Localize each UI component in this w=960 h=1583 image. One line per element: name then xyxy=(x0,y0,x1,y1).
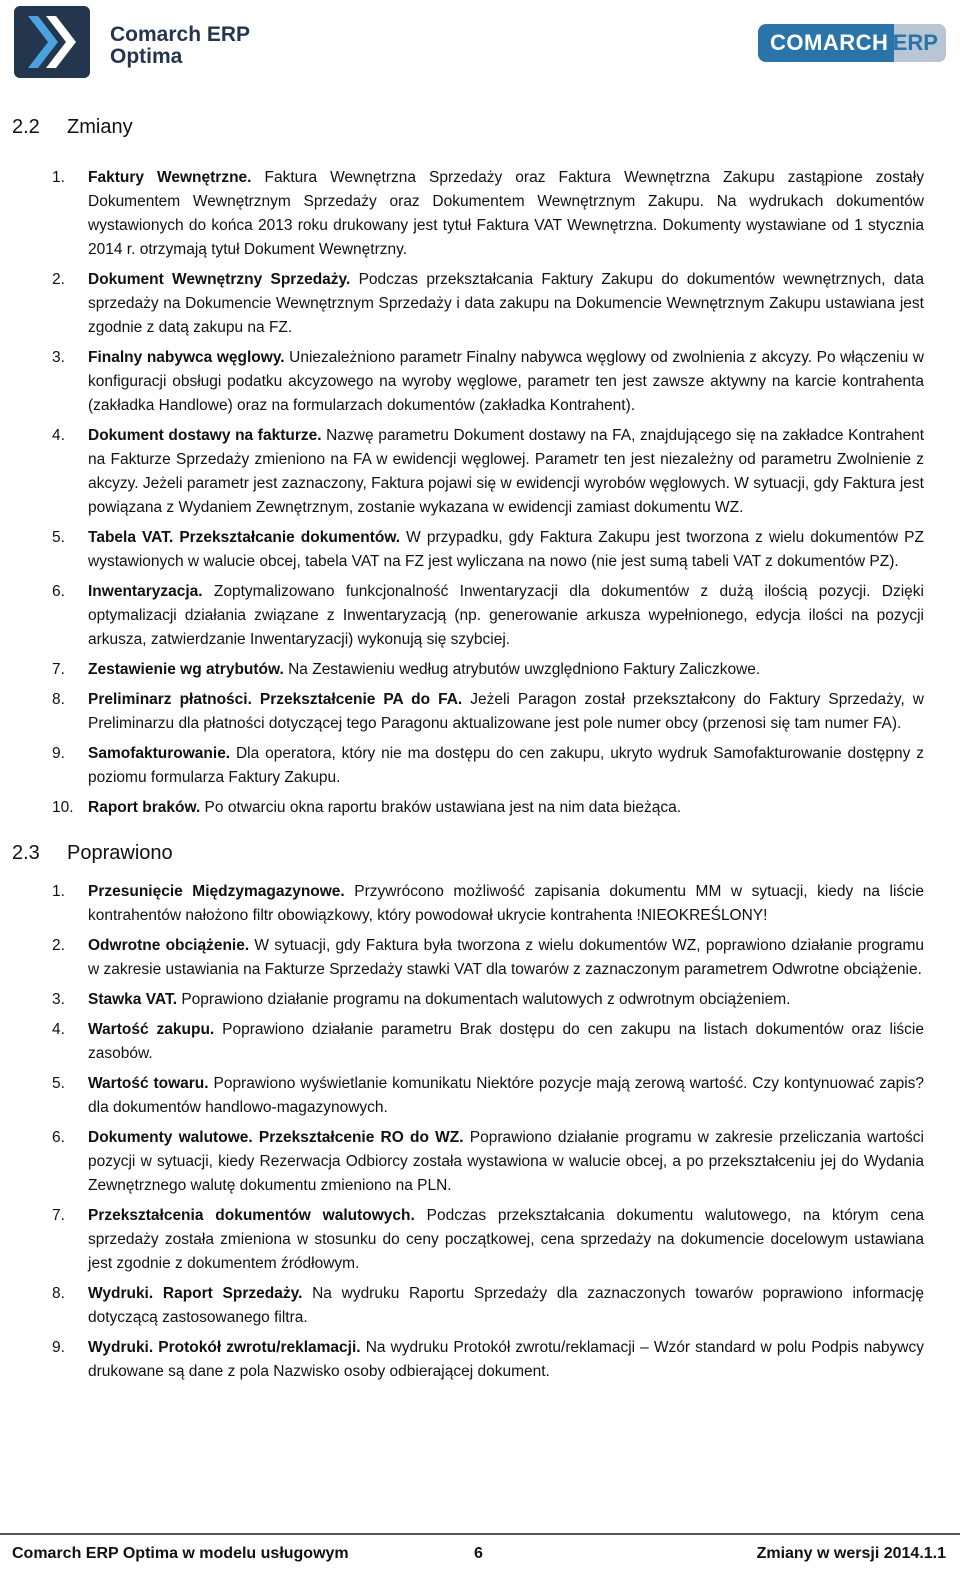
logo-brand-line1: Comarch ERP xyxy=(110,23,251,46)
list-item xyxy=(12,424,924,520)
logo-word: COMARCH xyxy=(770,30,889,55)
item-number: 10. xyxy=(52,799,74,816)
item-text: Poprawiono działanie programu w zakresie przeliczania wartości pozycji w sytuacji, kiedy Rezerwacja Odbiorcy została wystawiona w walucie obcej, a po przekształceniu jej do Wydania Zewnętrznego walutę dokumentu zmieniono na PLN. xyxy=(88,1129,925,1194)
item-number: 8. xyxy=(52,1285,65,1302)
item-text: Faktura Wewnętrzna Sprzedaży oraz Faktura Wewnętrzna Zakupu zastąpione zostały Dokumentem Wewnętrznym Sprzedaży oraz Dokumentem Wewnętrznym Zakupu. Na wydrukach dokumentów wystawionych do końca 2013 roku drukowany jest tytuł Faktura VAT Wewnętrzna. Dokumenty wystawiane od 1 stycznia 2014 r. otrzymają tytuł Dokument Wewnętrzny. xyxy=(88,169,924,258)
logo-brand-line2: Optima xyxy=(110,45,183,68)
item-number: 6. xyxy=(52,1129,65,1146)
list-item xyxy=(12,934,924,982)
item-title: Finalny nabywca węglowy. xyxy=(88,349,285,366)
item-text: Podczas przekształcania dokumentu walutowego, na którym cena sprzedaży została zmieniona w stosunku do ceny początkowej, cena sprzedaży na dokumencie docelowym ustawiana jest zgodnie z dokumentem źródłowym. xyxy=(88,1207,924,1272)
section-heading-changes xyxy=(12,108,924,146)
item-number: 7. xyxy=(52,1207,65,1224)
item-title: Inwentaryzacja. xyxy=(88,583,203,600)
item-number: 1. xyxy=(52,169,65,186)
changes-list xyxy=(12,166,924,820)
item-text: Podczas przekształcania Faktury Zakupu do dokumentów wewnętrznych, data sprzedaży na Dokumencie Wewnętrznym Sprzedaży i data zakupu na Dokumencie Wewnętrznym Zakupu ustawiana jest zgodnie z datą zakupu na FZ. xyxy=(88,271,924,336)
item-number: 4. xyxy=(52,1021,65,1038)
list-item xyxy=(12,742,924,790)
item-text: Przywrócono możliwość zapisania dokumentu MM w sytuacji, kiedy na liście kontrahentów nałożono filtr obowiązkowy, który powodował ukrycie kontrahenta !NIEOKREŚLONY! xyxy=(88,883,924,924)
item-number: 5. xyxy=(52,1075,65,1092)
item-title: Dokument Wewnętrzny Sprzedaży. xyxy=(88,271,351,288)
item-number: 9. xyxy=(52,745,65,762)
item-text: Poprawiono wyświetlanie komunikatu Niektóre pozycje mają zerową wartość. Czy kontynuować zapis? dla dokumentów handlowo-magazynowych. xyxy=(88,1075,925,1116)
list-item xyxy=(12,346,924,418)
item-title: Wartość zakupu. xyxy=(88,1021,215,1038)
item-text: Na wydruku Raportu Sprzedaży dla zaznaczonych towarów poprawiono informację dotyczącą zastosowanego filtra. xyxy=(88,1285,924,1326)
item-number: 7. xyxy=(52,661,65,678)
item-number: 9. xyxy=(52,1339,65,1356)
list-item xyxy=(12,1072,924,1120)
footer-title: Comarch ERP Optima w modelu usługowym xyxy=(12,1545,349,1562)
item-text: Dla operatora, który nie ma dostępu do cen zakupu, ukryto wydruk Samofakturowanie dostępny z poziomu formularza Faktury Zakupu. xyxy=(88,745,924,786)
item-title: Dokumenty walutowe. Przekształcenie RO do WZ. xyxy=(88,1129,464,1146)
item-number: 3. xyxy=(52,991,65,1008)
list-item xyxy=(12,1018,924,1066)
item-number: 8. xyxy=(52,691,65,708)
list-item xyxy=(12,1204,924,1276)
item-number: 6. xyxy=(52,583,65,600)
item-title: Zestawienie wg atrybutów. xyxy=(88,661,284,678)
item-text: W sytuacji, gdy Faktura była tworzona z wielu dokumentów WZ, poprawiono działanie programu w zakresie ustawiania na Fakturze Sprzedaży stawki VAT dla towarów z zaznaczonym parametrem Odwrotne obciążenie. xyxy=(88,937,924,978)
item-text: Zoptymalizowano funkcjonalność Inwentaryzacji dla dokumentów z dużą ilością pozycji. Dzięki optymalizacji działania związane z Inwentaryzacją (np. generowanie arkusza wypełnionego, edycja ilości na pozycji arkusza, zatwierdzanie Inwentaryzacji) wykonują się szybciej. xyxy=(88,583,924,648)
list-item xyxy=(12,580,924,652)
list-item xyxy=(12,1336,924,1384)
fixed-list xyxy=(12,880,924,1384)
section-number: 2.3 xyxy=(12,842,40,864)
list-item xyxy=(12,796,924,820)
item-title: Wartość towaru. xyxy=(88,1075,209,1092)
item-title: Raport braków. xyxy=(88,799,201,816)
item-text: Nazwę parametru Dokument dostawy na FA, znajdującego się na zakładce Kontrahent na Fakturze Sprzedaży zmieniono na FA w ewidencji węglowej. Parametr ten jest niezależny od parametru Zwolnienie z akcyzy. Jeżeli parametr jest zaznaczony, Faktura pojawi się w ewidencji wyrobów węglowych. W sytuacji, gdy Faktura jest powiązana z Wydaniem Zewnętrznym, zostanie wykazana w ewidencji zamiast dokumentu WZ. xyxy=(88,427,925,516)
list-item xyxy=(12,880,924,928)
item-title: Odwrotne obciążenie. xyxy=(88,937,250,954)
section-title: Zmiany xyxy=(67,116,133,138)
list-item xyxy=(12,988,924,1012)
page-header xyxy=(0,0,960,95)
item-text: Po otwarciu okna raportu braków ustawiana jest na nim data bieżąca. xyxy=(200,799,682,816)
item-number: 1. xyxy=(52,883,65,900)
section-title: Poprawiono xyxy=(67,842,173,864)
logo-text xyxy=(110,24,250,68)
item-title: Przekształcenia dokumentów walutowych. xyxy=(88,1207,415,1224)
list-item xyxy=(12,526,924,574)
logo-erp-text: ERP xyxy=(892,30,938,55)
item-number: 4. xyxy=(52,427,65,444)
list-item xyxy=(12,688,924,736)
item-title: Tabela VAT. Przekształcanie dokumentów. xyxy=(88,529,401,546)
item-number: 2. xyxy=(52,937,65,954)
item-title: Przesunięcie Międzymagazynowe. xyxy=(88,883,345,900)
item-number: 2. xyxy=(52,271,65,288)
footer-version: Zmiany w wersji 2014.1.1 xyxy=(756,1545,946,1562)
page-number: 6 xyxy=(474,1545,483,1562)
item-text: Uniezależniono parametr Finalny nabywca węglowy od zwolnienia z akcyzy. Po włączeniu w konfiguracji obsługi podatku akcyzowego na wyroby węglowe, parametr ten jest zawsze aktywny na karcie kontrahenta (zakładka Handlowe) oraz na formularzach dokumentów (zakładka Kontrahent). xyxy=(88,349,924,414)
item-number: 3. xyxy=(52,349,65,366)
item-text: Na Zestawieniu według atrybutów uwzględniono Faktury Zaliczkowe. xyxy=(283,661,761,678)
item-title: Dokument dostawy na fakturze. xyxy=(88,427,322,444)
item-text: Na wydruku Protokół zwrotu/reklamacji – Wzór standard w polu Podpis nabywcy drukowane są dane z pola Nazwisko osoby odbierającej dokument. xyxy=(88,1339,924,1380)
list-item xyxy=(12,166,924,262)
item-number: 5. xyxy=(52,529,65,546)
item-title: Preliminarz płatności. Przekształcenie PA do FA. xyxy=(88,691,463,708)
comarch-erp-optima-logo xyxy=(14,6,264,78)
section-heading-fixed xyxy=(12,834,924,872)
comarch-erp-logo xyxy=(758,24,946,62)
document-body xyxy=(12,108,924,1390)
list-item xyxy=(12,1282,924,1330)
item-title: Faktury Wewnętrzne. xyxy=(88,169,252,186)
item-title: Samofakturowanie. xyxy=(88,745,231,762)
list-item xyxy=(12,268,924,340)
item-title: Stawka VAT. xyxy=(88,991,178,1008)
section-number: 2.2 xyxy=(12,116,40,138)
footer-rule xyxy=(0,1533,960,1535)
list-item xyxy=(12,658,924,682)
optima-mark-icon xyxy=(14,6,90,78)
item-text: Poprawiono działanie programu na dokumentach walutowych z odwrotnym obciążeniem. xyxy=(177,991,791,1008)
item-title: Wydruki. Raport Sprzedaży. xyxy=(88,1285,303,1302)
list-item xyxy=(12,1126,924,1198)
item-text: Poprawiono działanie parametru Brak dostępu do cen zakupu na listach dokumentów oraz liście zasobów. xyxy=(88,1021,924,1062)
item-text: Jeżeli Paragon został przekształcony do Faktury Sprzedaży, w Preliminarzu dla płatności dotyczącej tego Paragonu aktualizowane jest pole numer obcy (przenosi się tam numer FA). xyxy=(88,691,924,732)
item-text: W przypadku, gdy Faktura Zakupu jest tworzona z wielu dokumentów PZ wystawionych w walucie obcej, tabela VAT na FZ jest wyliczana na nowo (nie jest sumą tabeli VAT z dokumentów PZ). xyxy=(88,529,924,570)
item-title: Wydruki. Protokół zwrotu/reklamacji. xyxy=(88,1339,361,1356)
